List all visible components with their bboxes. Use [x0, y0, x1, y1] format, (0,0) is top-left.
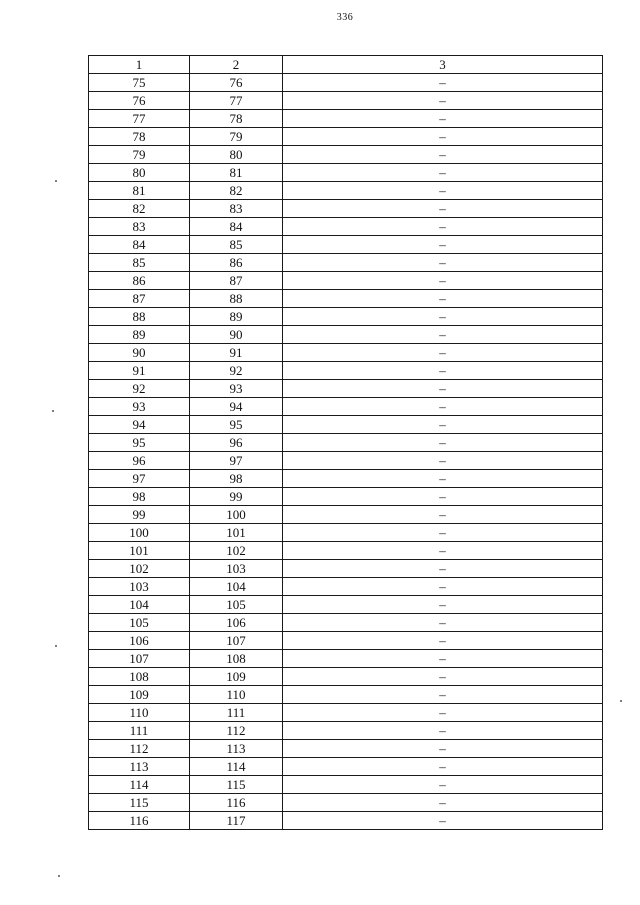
table-cell-col-3: –: [283, 488, 603, 506]
table-cell-col-1: 91: [89, 362, 190, 380]
table-cell-col-3: –: [283, 380, 603, 398]
table-row: [89, 452, 603, 470]
table-cell-col-2: 111: [190, 704, 283, 722]
table-row: [89, 560, 603, 578]
table-cell-col-2: 77: [190, 92, 283, 110]
scan-speck: [52, 410, 54, 412]
table-cell-col-2: 117: [190, 812, 283, 830]
table-row: [89, 650, 603, 668]
data-table: [88, 55, 603, 830]
table-cell-col-2: 103: [190, 560, 283, 578]
table-cell-col-2: 92: [190, 362, 283, 380]
table-cell-col-1: 106: [89, 632, 190, 650]
table-cell-col-3: –: [283, 470, 603, 488]
table-cell-col-1: 77: [89, 110, 190, 128]
table-cell-col-2: 116: [190, 794, 283, 812]
table-cell-col-3: –: [283, 308, 603, 326]
table-header-row: [89, 56, 603, 74]
table-cell-col-3: –: [283, 272, 603, 290]
table-cell-col-1: 101: [89, 542, 190, 560]
table-cell-col-1: 100: [89, 524, 190, 542]
table-cell-col-2: 89: [190, 308, 283, 326]
table-cell-col-1: 85: [89, 254, 190, 272]
table-row: [89, 110, 603, 128]
table-cell-col-3: –: [283, 326, 603, 344]
column-header-3: 3: [283, 56, 603, 74]
table-cell-col-2: 78: [190, 110, 283, 128]
table-row: [89, 632, 603, 650]
table-cell-col-3: –: [283, 146, 603, 164]
table-cell-col-3: –: [283, 416, 603, 434]
table-cell-col-1: 83: [89, 218, 190, 236]
column-header-1: 1: [89, 56, 190, 74]
table-cell-col-3: –: [283, 362, 603, 380]
table-cell-col-2: 93: [190, 380, 283, 398]
table-cell-col-3: –: [283, 686, 603, 704]
table-cell-col-1: 107: [89, 650, 190, 668]
table-cell-col-3: –: [283, 560, 603, 578]
table-cell-col-1: 113: [89, 758, 190, 776]
table-row: [89, 200, 603, 218]
table-cell-col-3: –: [283, 344, 603, 362]
table-cell-col-3: –: [283, 776, 603, 794]
table-row: [89, 92, 603, 110]
table-cell-col-1: 115: [89, 794, 190, 812]
table-cell-col-2: 96: [190, 434, 283, 452]
table-row: [89, 290, 603, 308]
table-cell-col-2: 105: [190, 596, 283, 614]
table-cell-col-2: 90: [190, 326, 283, 344]
scan-speck: [55, 180, 57, 182]
table-cell-col-2: 110: [190, 686, 283, 704]
table-cell-col-3: –: [283, 542, 603, 560]
table-cell-col-1: 110: [89, 704, 190, 722]
table-cell-col-2: 99: [190, 488, 283, 506]
scan-speck: [55, 645, 57, 647]
table-cell-col-2: 81: [190, 164, 283, 182]
scan-speck: [620, 700, 622, 702]
table-row: [89, 236, 603, 254]
table-row: [89, 542, 603, 560]
table-cell-col-1: 105: [89, 614, 190, 632]
table-cell-col-2: 97: [190, 452, 283, 470]
table-row: [89, 308, 603, 326]
table-cell-col-1: 79: [89, 146, 190, 164]
table-cell-col-2: 87: [190, 272, 283, 290]
table-cell-col-3: –: [283, 128, 603, 146]
table-cell-col-1: 112: [89, 740, 190, 758]
table-row: [89, 416, 603, 434]
table-cell-col-1: 97: [89, 470, 190, 488]
table-cell-col-1: 80: [89, 164, 190, 182]
table-row: [89, 470, 603, 488]
table-cell-col-3: –: [283, 506, 603, 524]
table-cell-col-2: 94: [190, 398, 283, 416]
table-header: [89, 56, 603, 74]
table-row: [89, 272, 603, 290]
table-cell-col-2: 107: [190, 632, 283, 650]
table-cell-col-1: 111: [89, 722, 190, 740]
table-cell-col-3: –: [283, 614, 603, 632]
table-cell-col-3: –: [283, 218, 603, 236]
table-row: [89, 614, 603, 632]
table-cell-col-3: –: [283, 200, 603, 218]
table-cell-col-1: 94: [89, 416, 190, 434]
table-cell-col-2: 79: [190, 128, 283, 146]
table-cell-col-3: –: [283, 74, 603, 92]
table-cell-col-2: 80: [190, 146, 283, 164]
table-cell-col-2: 106: [190, 614, 283, 632]
table-row: [89, 218, 603, 236]
table-row: [89, 686, 603, 704]
table-cell-col-1: 102: [89, 560, 190, 578]
table-row: [89, 74, 603, 92]
table-row: [89, 182, 603, 200]
table-row: [89, 812, 603, 830]
table-cell-col-1: 92: [89, 380, 190, 398]
table-row: [89, 524, 603, 542]
table-row: [89, 704, 603, 722]
table-cell-col-2: 115: [190, 776, 283, 794]
data-table-container: [88, 55, 602, 830]
table-cell-col-3: –: [283, 524, 603, 542]
table-cell-col-2: 109: [190, 668, 283, 686]
table-cell-col-2: 76: [190, 74, 283, 92]
table-cell-col-1: 116: [89, 812, 190, 830]
table-row: [89, 434, 603, 452]
table-cell-col-3: –: [283, 632, 603, 650]
table-cell-col-2: 98: [190, 470, 283, 488]
table-row: [89, 362, 603, 380]
table-cell-col-2: 113: [190, 740, 283, 758]
table-cell-col-2: 91: [190, 344, 283, 362]
table-row: [89, 344, 603, 362]
table-row: [89, 668, 603, 686]
table-row: [89, 254, 603, 272]
table-row: [89, 146, 603, 164]
column-header-2: 2: [190, 56, 283, 74]
table-cell-col-2: 88: [190, 290, 283, 308]
table-cell-col-3: –: [283, 236, 603, 254]
table-cell-col-1: 109: [89, 686, 190, 704]
table-cell-col-1: 82: [89, 200, 190, 218]
table-row: [89, 326, 603, 344]
table-cell-col-3: –: [283, 596, 603, 614]
table-cell-col-2: 95: [190, 416, 283, 434]
table-cell-col-1: 93: [89, 398, 190, 416]
table-row: [89, 740, 603, 758]
table-cell-col-3: –: [283, 254, 603, 272]
table-row: [89, 794, 603, 812]
table-cell-col-3: –: [283, 92, 603, 110]
table-cell-col-3: –: [283, 722, 603, 740]
table-cell-col-1: 76: [89, 92, 190, 110]
table-cell-col-1: 84: [89, 236, 190, 254]
table-cell-col-2: 84: [190, 218, 283, 236]
table-cell-col-1: 88: [89, 308, 190, 326]
table-cell-col-1: 98: [89, 488, 190, 506]
table-cell-col-2: 83: [190, 200, 283, 218]
table-cell-col-3: –: [283, 668, 603, 686]
table-cell-col-2: 104: [190, 578, 283, 596]
table-cell-col-3: –: [283, 164, 603, 182]
table-cell-col-2: 100: [190, 506, 283, 524]
table-row: [89, 398, 603, 416]
table-cell-col-2: 114: [190, 758, 283, 776]
table-cell-col-3: –: [283, 110, 603, 128]
table-cell-col-3: –: [283, 650, 603, 668]
table-cell-col-3: –: [283, 182, 603, 200]
table-cell-col-3: –: [283, 812, 603, 830]
table-cell-col-2: 108: [190, 650, 283, 668]
table-cell-col-2: 101: [190, 524, 283, 542]
table-cell-col-3: –: [283, 578, 603, 596]
table-row: [89, 758, 603, 776]
table-cell-col-1: 81: [89, 182, 190, 200]
table-cell-col-1: 89: [89, 326, 190, 344]
table-cell-col-3: –: [283, 290, 603, 308]
table-row: [89, 164, 603, 182]
table-body: [89, 74, 603, 830]
table-cell-col-1: 78: [89, 128, 190, 146]
table-cell-col-2: 112: [190, 722, 283, 740]
table-cell-col-2: 82: [190, 182, 283, 200]
table-cell-col-1: 99: [89, 506, 190, 524]
table-cell-col-1: 75: [89, 74, 190, 92]
table-row: [89, 380, 603, 398]
table-row: [89, 488, 603, 506]
table-cell-col-1: 86: [89, 272, 190, 290]
table-row: [89, 506, 603, 524]
table-cell-col-3: –: [283, 434, 603, 452]
table-cell-col-1: 96: [89, 452, 190, 470]
table-cell-col-3: –: [283, 794, 603, 812]
table-cell-col-1: 95: [89, 434, 190, 452]
table-row: [89, 128, 603, 146]
table-row: [89, 722, 603, 740]
table-cell-col-3: –: [283, 740, 603, 758]
table-row: [89, 578, 603, 596]
page-number: 336: [336, 12, 354, 23]
table-cell-col-1: 104: [89, 596, 190, 614]
table-cell-col-1: 114: [89, 776, 190, 794]
scan-speck: [58, 875, 60, 877]
table-cell-col-1: 90: [89, 344, 190, 362]
table-cell-col-3: –: [283, 758, 603, 776]
table-cell-col-2: 86: [190, 254, 283, 272]
table-cell-col-3: –: [283, 452, 603, 470]
table-cell-col-2: 85: [190, 236, 283, 254]
table-row: [89, 596, 603, 614]
table-cell-col-3: –: [283, 704, 603, 722]
table-cell-col-1: 87: [89, 290, 190, 308]
table-cell-col-1: 108: [89, 668, 190, 686]
table-cell-col-3: –: [283, 398, 603, 416]
table-cell-col-1: 103: [89, 578, 190, 596]
table-cell-col-2: 102: [190, 542, 283, 560]
table-row: [89, 776, 603, 794]
